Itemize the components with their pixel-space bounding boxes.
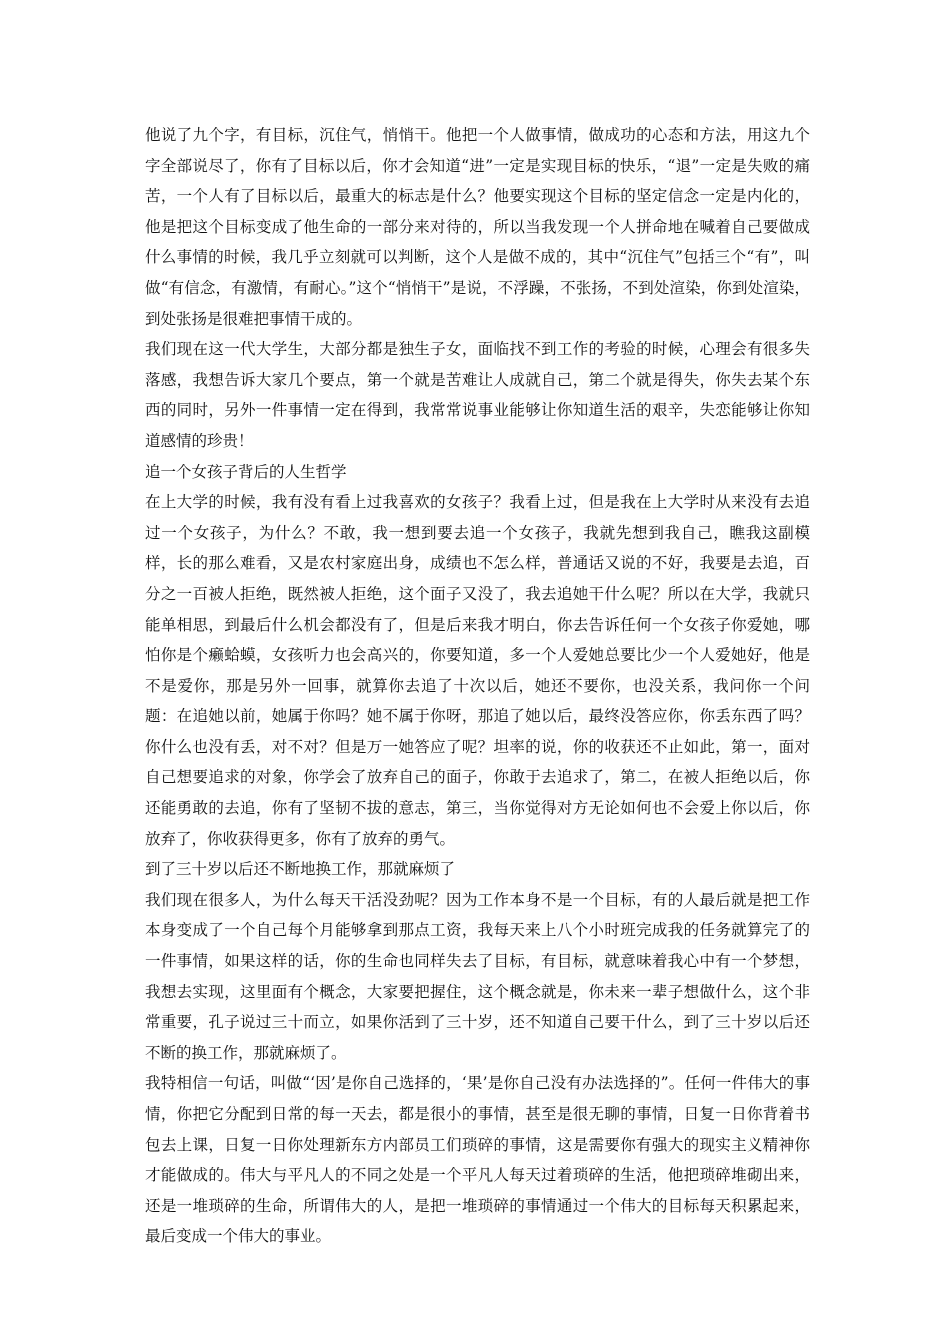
paragraph-greatness: 我特相信一句话，叫做“‘因’是你自己选择的，‘果’是你自己没有办法选择的”。任何一件伟大的事情，你把它分配到日常的每一天去，都是很小的事情，甚至是很无聊的事情，日复一日你背着书包去上课，日复一日你处理新东方内部员工们琐碎的事情，这是需要你有强大的现实主义精神你才能做成的。伟大与平凡人的不同之处是一个平凡人每天过着琐碎的生活，他把琐碎堆砌出来，还是一堆琐碎的生命，所谓伟大的人，是把一堆琐碎的事情通过一个伟大的目标每天积累起来，最后变成一个伟大的事业。 — [145, 1074, 810, 1246]
section-heading-chasing-girl: 追一个女孩子背后的人生哲学 — [145, 462, 347, 481]
paragraph-students: 我们现在这一代大学生，大部分都是独生子女，面临找不到工作的考验的时候，心理会有很多失落感，我想告诉大家几个要点，第一个就是苦难让人成就自己，第二个就是得失，你失去某个东西的同时，另外一件事情一定在得到，我常常说事业能够让你知道生活的艰辛，失恋能够让你知道感情的珍贵！ — [145, 340, 810, 450]
paragraph-chasing-girl: 在上大学的时候，我有没有看上过我喜欢的女孩子？我看上过，但是我在上大学时从来没有去追过一个女孩子，为什么？不敢，我一想到要去追一个女孩子，我就先想到我自己，瞧我这副模样，长的那么难看，又是农村家庭出身，成绩也不怎么样，普通话又说的不好，我要是去追，百分之一百被人拒绝，既然被人拒绝，这个面子又没了，我去追她干什么呢？所以在大学，我就只能单相思，到最后什么机会都没有了，但是后来我才明白，你去告诉任何一个女孩子你爱她，哪怕你是个癞蛤蟆，女孩听力也会高兴的，你要知道，多一个人爱她总要比少一个人爱她好，他是不是爱你，那是另外一回事，就算你去追了十次以后，她还不要你，也没关系，我问你一个问题：在追她以前，她属于你吗？她不属于你呀，那追了她以后，最终没答应你，你丢东西了吗？你什么也没有丢，对不对？但是万一她答应了呢？坦率的说，你的收获还不止如此，第一，面对自己想要追求的对象，你学会了放弃自己的面子，你敢于去追求了，第二，在被人拒绝以后，你还能勇敢的去追，你有了坚韧不拔的意志，第三，当你觉得对方无论如何也不会爱上你以后，你放弃了，你收获得更多，你有了放弃的勇气。 — [145, 493, 810, 848]
paragraph-goal: 他说了九个字，有目标，沉住气，悄悄干。他把一个人做事情，做成功的心态和方法，用这九个字全部说尽了，你有了目标以后，你才会知道“进”一定是实现目标的快乐，“退”一定是失败的痛苦，一个人有了目标以后，最重大的标志是什么？他要实现这个目标的坚定信念一定是内化的，他是把这个目标变成了他生命的一部分来对待的，所以当我发现一个人拼命地在喊着自己要做成什么事情的时候，我几乎立刻就可以判断，这个人是做不成的，其中“沉住气”包括三个“有”，叫做“有信念，有激情，有耐心。”这个“悄悄干”是说，不浮躁，不张扬，不到处渲染，你到处渲染，到处张扬是很难把事情干成的。 — [145, 126, 810, 328]
paragraph-work-goal: 我们现在很多人，为什么每天干活没劲呢？因为工作本身不是一个目标，有的人最后就是把工作本身变成了一个自己每个月能够拿到那点工资，我每天来上八个小时班完成我的任务就算完了的一件事情，如果这样的话，你的生命也同样失去了目标，有目标，就意味着我心中有一个梦想，我想去实现，这里面有个概念，大家要把握住，这个概念就是，你未来一辈子想做什么，这个非常重要，孔子说过三十而立，如果你活到了三十岁，还不知道自己要干什么，到了三十岁以后还不断的换工作，那就麻烦了。 — [145, 890, 810, 1062]
document-page — [145, 120, 810, 1252]
section-heading-thirty: 到了三十岁以后还不断地换工作，那就麻烦了 — [145, 860, 456, 879]
